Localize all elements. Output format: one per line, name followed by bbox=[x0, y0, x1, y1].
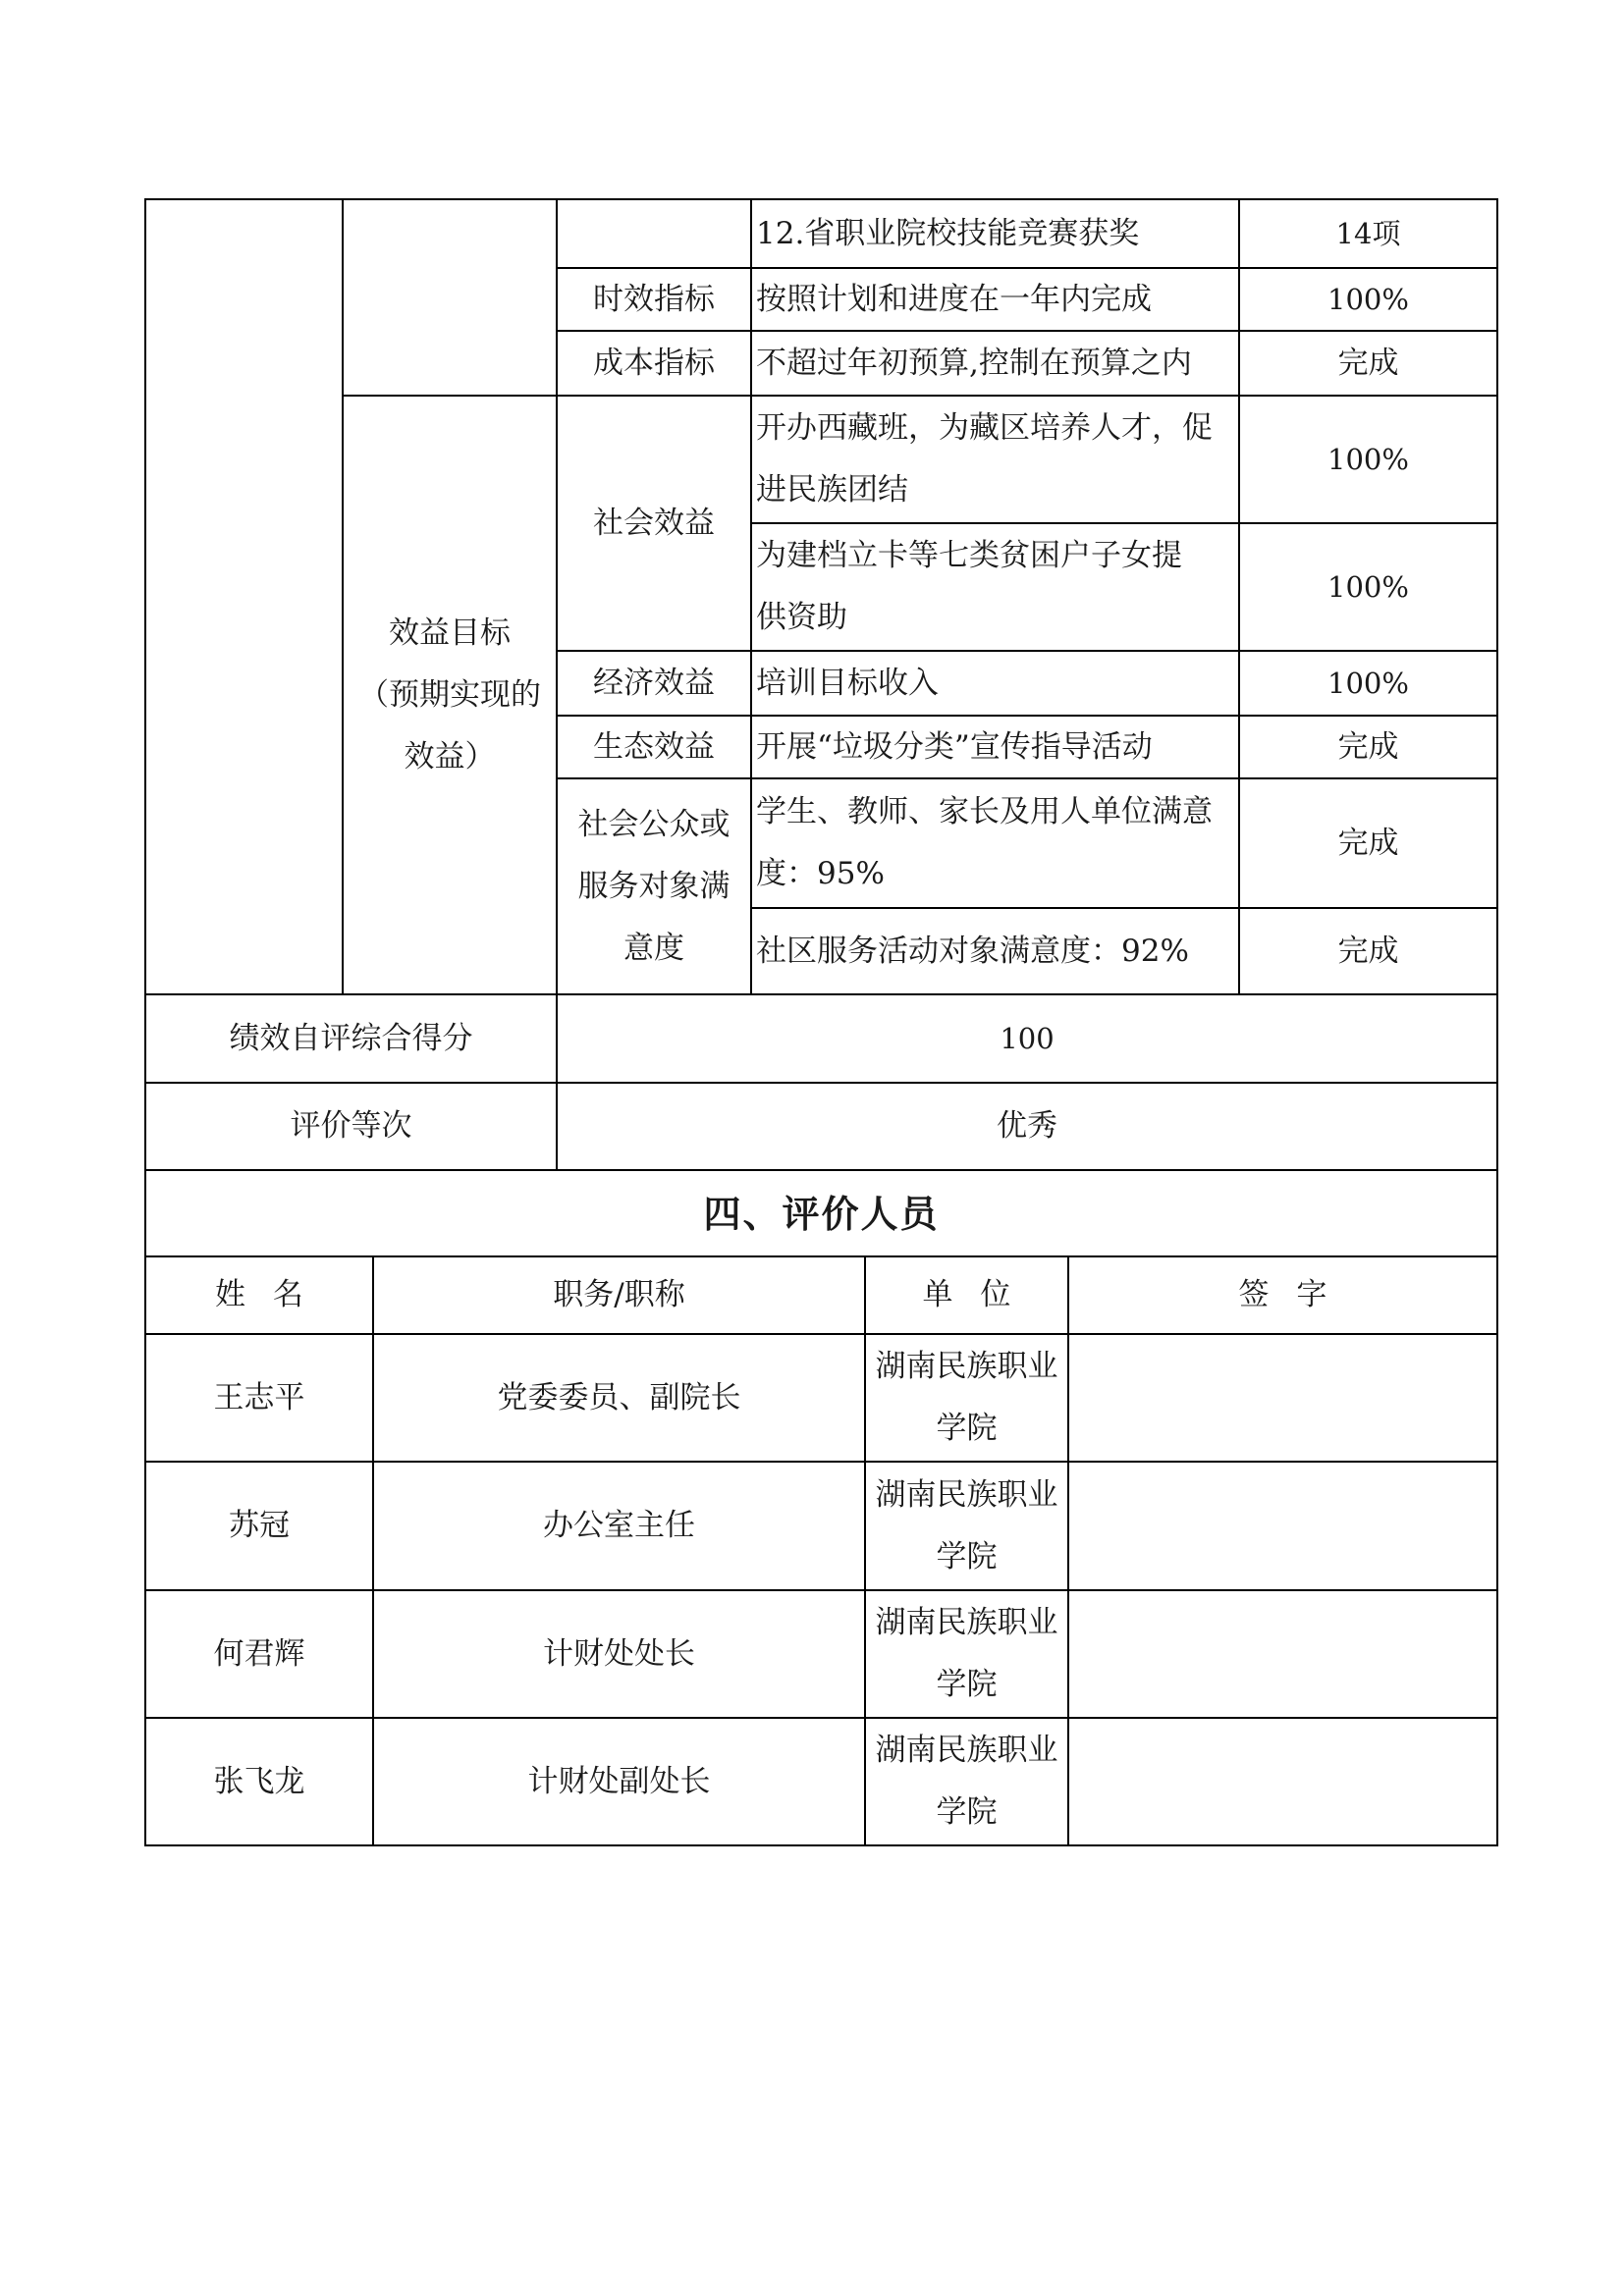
evaluator-signature-field[interactable] bbox=[1069, 1463, 1496, 1589]
timeliness-value: 100% bbox=[1327, 282, 1409, 316]
evaluator-name: 王志平 bbox=[213, 1379, 305, 1415]
evaluator-unit: 湖南民族职业 学院 bbox=[875, 1605, 1058, 1702]
cost-indicator: 成本指标 bbox=[593, 345, 715, 381]
social-value-1: 100% bbox=[1327, 442, 1409, 476]
evaluation-grade-value: 优秀 bbox=[997, 1108, 1057, 1144]
evaluator-unit: 湖南民族职业 学院 bbox=[875, 1349, 1058, 1446]
satisfaction-value-2: 完成 bbox=[1337, 933, 1399, 969]
evaluator-unit: 湖南民族职业 学院 bbox=[875, 1733, 1058, 1830]
header-signature: 签字 bbox=[1238, 1277, 1355, 1312]
economic-benefit-indicator: 经济效益 bbox=[593, 665, 715, 701]
satisfaction-item-2: 社区服务活动对象满意度：92% bbox=[756, 933, 1189, 969]
evaluator-title: 计财处处长 bbox=[543, 1635, 695, 1672]
cost-item: 不超过年初预算,控制在预算之内 bbox=[756, 345, 1192, 381]
economic-item: 培训目标收入 bbox=[756, 665, 939, 701]
header-name: 姓名 bbox=[215, 1277, 331, 1312]
evaluator-title: 办公室主任 bbox=[543, 1508, 695, 1543]
self-evaluation-score-value: 100 bbox=[1000, 1021, 1055, 1055]
social-value-2: 100% bbox=[1327, 569, 1409, 604]
benefit-goal-label: 效益目标 （预期实现的 效益） bbox=[358, 614, 541, 774]
cost-value: 完成 bbox=[1337, 345, 1399, 381]
evaluator-unit: 湖南民族职业 学院 bbox=[875, 1476, 1058, 1575]
evaluator-name: 苏冠 bbox=[229, 1508, 290, 1543]
satisfaction-indicator: 社会公众或 服务对象满 意度 bbox=[577, 806, 731, 966]
ecological-value: 完成 bbox=[1337, 728, 1399, 765]
self-evaluation-score-label: 绩效自评综合得分 bbox=[229, 1020, 473, 1056]
header-title: 职务/职称 bbox=[553, 1277, 685, 1312]
evaluation-grade-label: 评价等次 bbox=[290, 1108, 412, 1144]
evaluator-signature-field[interactable] bbox=[1069, 1335, 1496, 1461]
evaluator-name: 张飞龙 bbox=[213, 1763, 305, 1799]
timeliness-indicator: 时效指标 bbox=[593, 281, 715, 317]
social-item-2: 为建档立卡等七类贫困户子女提 供资助 bbox=[756, 538, 1182, 635]
satisfaction-item-1: 学生、教师、家长及用人单位满意 度：95% bbox=[756, 794, 1213, 891]
social-item-1: 开办西藏班，为藏区培养人才，促 进民族团结 bbox=[756, 410, 1213, 507]
economic-value: 100% bbox=[1327, 666, 1409, 700]
quantity-value-12: 14项 bbox=[1335, 216, 1401, 250]
evaluator-signature-field[interactable] bbox=[1069, 1591, 1496, 1717]
ecological-item: 开展“垃圾分类”宣传指导活动 bbox=[756, 728, 1153, 765]
evaluator-title: 计财处副处长 bbox=[527, 1763, 711, 1799]
evaluator-title: 党委委员、副院长 bbox=[497, 1379, 741, 1415]
header-unit: 单位 bbox=[922, 1277, 1039, 1312]
quantity-item-12: 12.省职业院校技能竞赛获奖 bbox=[756, 215, 1140, 251]
section-title-evaluators: 四、评价人员 bbox=[703, 1191, 940, 1236]
evaluator-name: 何君辉 bbox=[213, 1635, 305, 1672]
satisfaction-value-1: 完成 bbox=[1337, 825, 1399, 861]
ecological-benefit-indicator: 生态效益 bbox=[593, 728, 715, 765]
social-benefit-indicator: 社会效益 bbox=[593, 505, 715, 541]
timeliness-item: 按照计划和进度在一年内完成 bbox=[756, 281, 1152, 317]
evaluator-signature-field[interactable] bbox=[1069, 1719, 1496, 1844]
